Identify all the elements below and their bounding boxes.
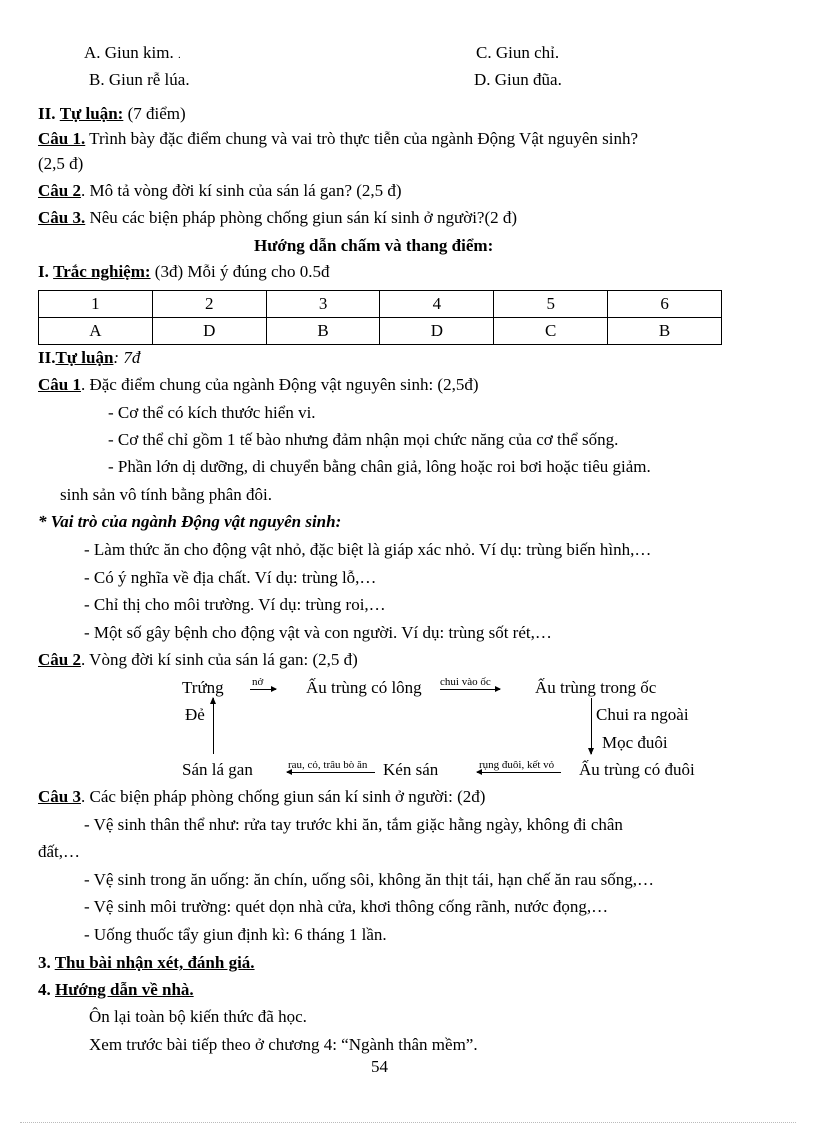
label-grow-tail: Mọc đuôi [602, 733, 668, 752]
table-cell: 6 [608, 291, 722, 318]
answer3-item: - Vệ sinh thân thể như: rửa tay trước khi ăn, tắm giặc hằng ngày, không đi chân [84, 815, 623, 834]
answer3-item: đất,… [38, 842, 81, 861]
answer1-role: - Có ý nghĩa về địa chất. Ví dụ: trùng lỗ,… [84, 568, 377, 587]
table-cell: D [152, 318, 266, 345]
arrow-larva-to-snail [440, 689, 500, 690]
essay-question-2: Câu 2. Mô tả vòng đời kí sinh của sán lá gan? (2,5 đ) [38, 181, 402, 200]
option-b: B. Giun rễ lúa. [89, 70, 190, 89]
answer-table-answer-row [39, 318, 722, 345]
label-lay: Đẻ [185, 705, 205, 724]
answer3-item: - Uống thuốc tẩy giun định kì: 6 tháng 1 lần. [84, 925, 387, 944]
table-cell: 1 [39, 291, 153, 318]
essay-heading: II. Tự luận: (7 điểm) [38, 104, 186, 123]
option-a: A. Giun kim. . [84, 43, 181, 62]
option-c: C. Giun chỉ. [476, 43, 560, 62]
answer1-point: - Phần lớn dị dưỡng, di chuyển bằng chân giả, lông hoặc roi bơi hoặc tiêu giảm. [108, 457, 651, 476]
section3-heading: 3. Thu bài nhận xét, đánh giá. [38, 953, 255, 972]
answer1-point: sinh sản vô tính bằng phân đôi. [60, 485, 273, 504]
label-enter-snail: chui vào ốc [440, 676, 491, 688]
node-adult-fluke: Sán lá gan [182, 760, 253, 779]
answer3-item: - Vệ sinh môi trường: quét dọn nhà cửa, khơi thông cống rãnh, nước đọng,… [84, 897, 609, 916]
answer1-point: - Cơ thể có kích thước hiển vi. [108, 403, 316, 422]
node-larva-in-snail: Ấu trùng trong ốc [535, 678, 657, 697]
table-cell: 2 [152, 291, 266, 318]
label-tail-drop: rụng đuôi, kết vỏ [479, 759, 555, 771]
essay-question-3: Câu 3. Nêu các biện pháp phòng chống giun sán kí sinh ở người?(2 đ) [38, 208, 518, 227]
label-exit: Chui ra ngoài [596, 705, 689, 724]
label-hatch: nở [252, 676, 264, 688]
answer1-role: - Chỉ thị cho môi trường. Ví dụ: trùng roi,… [84, 595, 386, 614]
table-cell: A [39, 318, 153, 345]
guide-title: Hướng dẫn chấm và thang điểm: [254, 236, 494, 255]
page-number: 54 [371, 1057, 388, 1076]
table-cell: 4 [380, 291, 494, 318]
homework-line: Ôn lại toàn bộ kiến thức đã học. [89, 1007, 307, 1026]
answer1-title: Câu 1. Đặc điểm chung của ngành Động vật nguyên sinh: (2,5đ) [38, 375, 479, 394]
answer1-point: - Cơ thể chỉ gồm 1 tế bào nhưng đảm nhận mọi chức năng của cơ thể sống. [108, 430, 619, 449]
section4-heading: 4. Hướng dẫn về nhà. [38, 980, 194, 999]
answer-table [38, 290, 722, 345]
table-cell: D [380, 318, 494, 345]
arrow-snail-down [591, 698, 592, 754]
homework-line: Xem trước bài tiếp theo ở chương 4: “Ngành thân mềm”. [89, 1035, 478, 1054]
table-cell: B [608, 318, 722, 345]
answer3-item: - Vệ sinh trong ăn uống: ăn chín, uống sôi, không ăn thịt tái, hạn chế ăn rau sống,… [84, 870, 655, 889]
option-d: D. Giun đũa. [474, 70, 562, 89]
node-cyst: Kén sán [383, 760, 439, 779]
node-tailed-larva: Ấu trùng có đuôi [579, 760, 695, 779]
table-cell: B [266, 318, 380, 345]
arrow-adult-to-egg [213, 698, 214, 754]
node-ciliated-larva: Ấu trùng có lông [306, 678, 422, 697]
essay-question-1-points: (2,5 đ) [38, 154, 84, 173]
answer2-title: Câu 2. Vòng đời kí sinh của sán lá gan: (2,5 đ) [38, 650, 358, 669]
table-cell: 5 [494, 291, 608, 318]
table-cell: C [494, 318, 608, 345]
arrow-egg-to-larva [250, 689, 276, 690]
answer1-role: - Làm thức ăn cho động vật nhỏ, đặc biệt là giáp xác nhỏ. Ví dụ: trùng biến hình,… [84, 540, 652, 559]
table-cell: 3 [266, 291, 380, 318]
answer1-role: - Một số gây bệnh cho động vật và con người. Ví dụ: trùng sốt rét,… [84, 623, 552, 642]
mcq-guide-heading: I. Trắc nghiệm: (3đ) Mỗi ý đúng cho 0.5đ [38, 262, 330, 281]
arrow-tailed-to-cyst [477, 772, 561, 773]
label-eaten-by: rau, cỏ, trâu bò ăn [288, 759, 368, 771]
answer1-role-heading: * Vai trò của ngành Động vật nguyên sinh: [38, 512, 342, 531]
arrow-cyst-to-adult [287, 772, 375, 773]
node-egg: Trứng [182, 678, 224, 697]
essay-guide-heading: II.Tự luận: 7đ [38, 348, 141, 367]
essay-question-1: Câu 1. Trình bày đặc điểm chung và vai trò thực tiễn của ngành Động Vật nguyên sinh? [38, 129, 639, 148]
answer3-title: Câu 3. Các biện pháp phòng chống giun sán kí sinh ở người: (2đ) [38, 787, 486, 806]
answer-table-header-row [39, 291, 722, 318]
